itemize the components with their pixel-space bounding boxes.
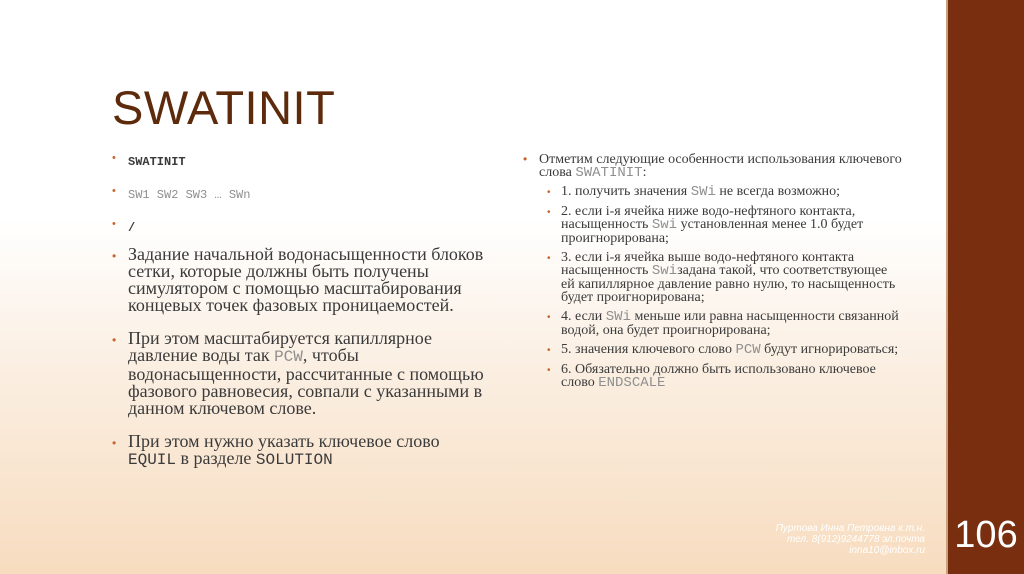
- list-item-note-2: • 2. если i-я ячейка ниже водо-нефтяного контакта, насыщенность Swi установленная менее 1.0 будет проигнорирована;: [547, 204, 864, 246]
- list-item-note-4: • 4. если SWi меньше или равна насыщенности связанной водой, она будет проигнорирована;: [547, 309, 899, 338]
- bullet-icon: •: [112, 218, 116, 230]
- bullet-icon: •: [112, 436, 117, 450]
- equil-text: При этом нужно указать ключевое слово EQUIL в разделе SOLUTION: [128, 431, 440, 469]
- bullet-icon: •: [547, 253, 551, 264]
- list-item-note-3: • 3. если i-я ячейка выше водо-нефтяного контакта насыщенность Swiзадана такой, что соответствующее ей капиллярное давление равно нулю, то насыщенность будет проигнорирована;: [547, 250, 896, 305]
- list-item-scaling: [112, 330, 492, 417]
- bullet-icon: •: [547, 345, 551, 356]
- bullet-icon: •: [547, 207, 551, 218]
- list-item-note-1: • 1. получить значения SWi не всегда возможно;: [547, 184, 841, 200]
- list-item-values: [112, 185, 492, 203]
- page-number: 106: [954, 514, 1018, 556]
- intro-text: Отметим следующие особенности использования ключевого слова SWATINIT:: [539, 152, 902, 181]
- bullet-icon: •: [547, 187, 551, 198]
- list-item-intro: [523, 153, 903, 180]
- keyword-text: SWATINIT: [128, 155, 186, 169]
- list-item-terminator: [112, 218, 492, 236]
- right-column: [523, 153, 903, 396]
- values-text: SW1 SW2 SW3 … SWn: [128, 188, 251, 202]
- list-item-note-5: • 5. значения ключевого слово PCW будут игнорироваться;: [547, 342, 899, 358]
- scaling-text: При этом масштабируется капиллярное давление воды так PCW, чтобы водонасыщенности, рассчитанные с помощью фазового равновесия, совпали с указанными в данном ключевом слове.: [128, 328, 484, 418]
- terminator-text: /: [128, 221, 136, 235]
- notes-list: [547, 185, 903, 390]
- side-bar: [948, 0, 1024, 574]
- bullet-icon: •: [547, 312, 551, 323]
- slide-title: SWATINIT: [112, 81, 336, 134]
- bullet-icon: •: [112, 185, 116, 197]
- description-text: Задание начальной водонасыщенности блоков сетки, которые должны быть получены симулятором с помощью масштабирования концевых точек фазовых проницаемостей.: [128, 244, 484, 315]
- list-item-equil: [112, 433, 492, 469]
- footer-line-2: тел. 8(912)9244778 эл.почта: [786, 534, 925, 545]
- footer-line-1: Пуртова Инна Петровна к.т.н.: [775, 523, 925, 534]
- author-footer: [700, 523, 925, 556]
- left-column: [112, 152, 492, 485]
- bullet-icon: •: [112, 249, 117, 263]
- list-item-keyword: [112, 152, 492, 170]
- footer-line-3: inna10@inbox.ru: [849, 545, 925, 556]
- bullet-icon: •: [112, 152, 116, 164]
- bullet-icon: •: [112, 333, 117, 347]
- bullet-icon: •: [547, 365, 551, 376]
- list-item-description: [112, 246, 492, 314]
- bullet-icon: •: [523, 152, 528, 166]
- list-item-note-6: • 6. Обязательно должно быть использовано ключевое слово ENDSCALE: [547, 362, 876, 391]
